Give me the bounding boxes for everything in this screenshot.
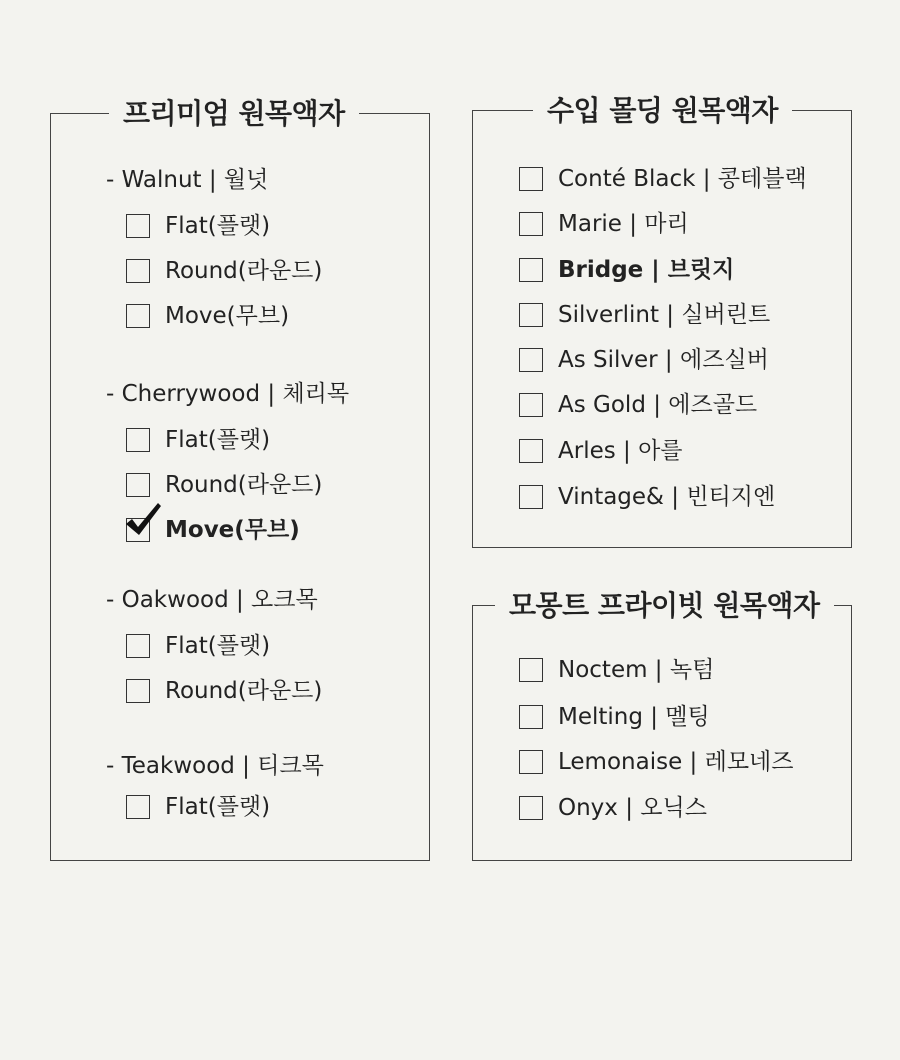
momongte-private-panel — [472, 589, 852, 861]
checkbox[interactable] — [519, 750, 543, 774]
checkbox[interactable] — [519, 705, 543, 729]
checkbox[interactable] — [519, 167, 543, 191]
checkbox[interactable] — [519, 485, 543, 509]
option-label: Arles | 아를 — [558, 438, 683, 464]
option-label: Flat(플랫) — [165, 427, 271, 453]
checkbox[interactable] — [519, 212, 543, 236]
option-label: Silverlint | 실버린트 — [558, 302, 771, 328]
checkbox[interactable] — [126, 259, 150, 283]
imported-panel-title: 수입 몰딩 원목액자 — [533, 89, 792, 133]
checkbox[interactable] — [126, 428, 150, 452]
option-label: Round(라운드) — [165, 258, 323, 284]
checkbox[interactable] — [519, 439, 543, 463]
checkbox[interactable] — [126, 679, 150, 703]
option-label: As Silver | 에즈실버 — [558, 347, 769, 373]
checkbox[interactable] — [126, 634, 150, 658]
option-label: As Gold | 에즈골드 — [558, 392, 758, 418]
checkbox[interactable] — [126, 214, 150, 238]
group-label-teakwood: - Teakwood | 티크목 — [106, 753, 324, 779]
option-label: Noctem | 녹텀 — [558, 657, 715, 683]
checkbox[interactable] — [519, 348, 543, 372]
option-label: Flat(플랫) — [165, 633, 271, 659]
option-label: Flat(플랫) — [165, 213, 271, 239]
checkbox[interactable] — [519, 258, 543, 282]
option-label: Move(무브) — [165, 303, 290, 329]
checkbox[interactable] — [126, 795, 150, 819]
option-label: Melting | 멜팅 — [558, 704, 710, 730]
checkbox[interactable] — [126, 473, 150, 497]
option-label: Round(라운드) — [165, 678, 323, 704]
option-label: Marie | 마리 — [558, 211, 689, 237]
option-label: Bridge | 브릿지 — [558, 257, 735, 283]
imported-molding-panel — [472, 94, 852, 548]
checkbox[interactable] — [519, 393, 543, 417]
option-label: Move(무브) — [165, 517, 300, 543]
momongte-panel-title: 모몽트 프라이빗 원목액자 — [495, 584, 834, 628]
option-label: Vintage& | 빈티지엔 — [558, 484, 776, 510]
premium-panel-title: 프리미엄 원목액자 — [109, 92, 359, 136]
option-label: Conté Black | 콩테블랙 — [558, 166, 807, 192]
group-label-oakwood: - Oakwood | 오크목 — [106, 587, 318, 613]
checkbox[interactable] — [126, 304, 150, 328]
checkbox[interactable] — [519, 303, 543, 327]
option-label: Flat(플랫) — [165, 794, 271, 820]
option-label: Round(라운드) — [165, 472, 323, 498]
checkbox[interactable] — [519, 658, 543, 682]
group-label-walnut: - Walnut | 월넛 — [106, 167, 269, 193]
checkbox[interactable] — [519, 796, 543, 820]
premium-frame-panel — [50, 97, 430, 861]
checkmark-icon — [124, 501, 164, 541]
group-label-cherrywood: - Cherrywood | 체리목 — [106, 381, 350, 407]
option-label: Onyx | 오닉스 — [558, 795, 707, 821]
option-label: Lemonaise | 레모네즈 — [558, 749, 794, 775]
